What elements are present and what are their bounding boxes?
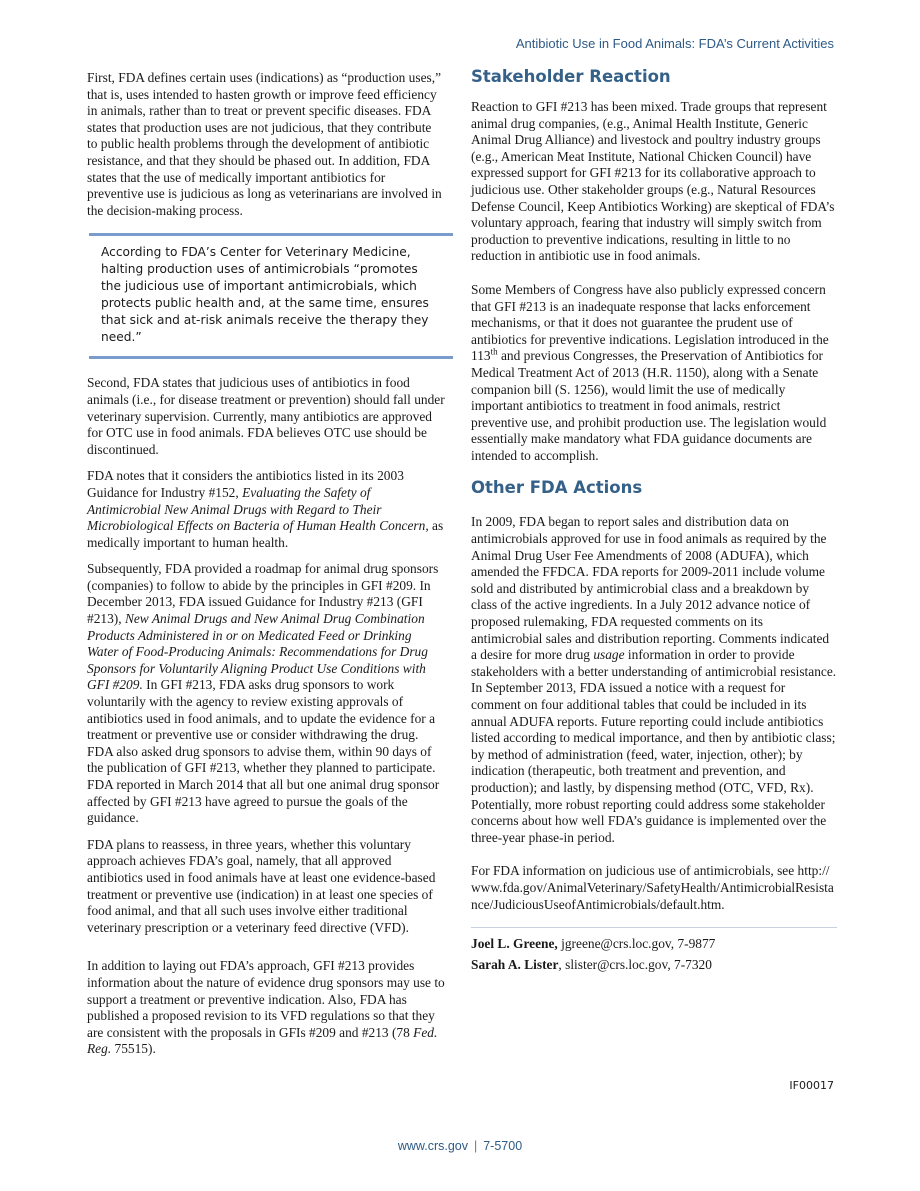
paragraph-vfd-revision <box>87 958 445 1058</box>
contact-row <box>471 957 837 974</box>
author-name: Sarah A. Lister <box>471 956 559 972</box>
superscript: th <box>490 346 498 357</box>
text-span: , as medically important to human health. <box>87 518 444 550</box>
emphasis-usage: usage <box>593 647 625 663</box>
footer-separator: | <box>473 1139 478 1153</box>
left-column <box>87 70 445 1068</box>
contact-row <box>471 936 837 953</box>
text-span: In GFI #213, FDA asks drug sponsors to work voluntarily with the agency to review existing approvals of antibiotics used in food animals, and to update the evidence for a treatment or preventive use or consider withdrawing the drug. FDA also asked drug sponsors to advise them, within 90 days of the publication of GFI #213, whether they planned to participate. FDA reported in March 2014 that all but one animal drug sponsor affected by GFI #213 have agreed to pursue the goals of the guidance. <box>87 677 440 826</box>
footer-phone: 7-5700 <box>483 1139 523 1153</box>
guidance-title: Evaluating the Safety of Antimicrobial New Animal Drugs with Regard to Their Microbiological Effects on Bacteria of Human Health Concern <box>87 484 426 534</box>
paragraph-reaction: Reaction to GFI #213 has been mixed. Trade groups that represent animal drug companies, (e.g., Animal Health Institute, Generic Animal Drug Alliance) and livestock and poultry industry groups (e.g., American Meat Institute, National Chicken Council) have expressed support for GFI #213 for its collaborative approach to judicious use. Other stakeholder groups (e.g., Natural Resources Defense Council, Keep Antibiotics Working) are skeptical of FDA’s voluntary approach, fearing that industry will simply switch from production to preventive indications, resulting in little to no reduction in antibiotic use in food animals. <box>471 99 835 264</box>
text-span: Some Members of Congress have also publicly expressed concern that GFI #213 is an inadequate response that lacks enforcement mechanisms, or that it does not guarantee the prudent use of antibiotics for preventive indications. Legislation introduced in the 113 <box>471 281 829 364</box>
paragraph-reassess: FDA plans to reassess, in three years, whether this voluntary approach achieves FDA’s goal, namely, that all approved antibiotics used in food animals have at least one evidence-based treatment or preventive use (indication) in at least one species of food animal, and that all such uses involve either traditional veterinary prescription or a veterinary feed directive (VFD). <box>87 836 436 935</box>
paragraph-gfi-213 <box>87 561 445 827</box>
author-detail: , slister@crs.loc.gov, 7-7320 <box>558 956 712 972</box>
heading-other-fda-actions: Other FDA Actions <box>471 478 643 498</box>
paragraph-veterinary-supervision: Second, FDA states that judicious uses of antibiotics in food animals (i.e., for disease treatment or prevention) should fall under veterinary supervision. Currently, many antibiotics are approved for OTC use in food animals. FDA believes OTC use should be discontinued. <box>87 375 445 457</box>
paragraph-congress <box>471 282 837 465</box>
text-span: information in order to provide stakeholders with a better understanding of antimicrobial resistance. In September 2013, FDA issued a notice with a request for comment on four additional tables that could be included in its annual ADUFA reports. Future reporting could include antibiotics listed according to medical importance, and then by antibiotic class; by method of administration (feed, water, injection, other); by indication (therapeutic, both treatment and prevention, and production); and lastly, by dispensing method (OTC, VFD, Rx). Potentially, more robust reporting could address some stakeholder concerns about how well FDA’s guidance is implemented over the three-year phase-in period. <box>471 647 837 845</box>
paragraph-production-uses: First, FDA defines certain uses (indications) as “production uses,” that is, uses intended to hasten growth or improve feed efficiency in animals, rather than to treat or prevent specific diseases. FDA states that production uses are not judicious, that they contribute to public health problems through the development of antibiotic resistance, and that they should be phased out. In addition, FDA states that the use of medically important antibiotics for preventive use is judicious as long as veterinarians are involved in the decision-making process. <box>87 70 442 218</box>
paragraph-gfi-152 <box>87 468 445 551</box>
citation-italic: Fed. Reg. <box>87 1024 438 1057</box>
footer-site-link[interactable]: www.crs.gov <box>397 1139 468 1153</box>
callout-quote: According to FDA’s Center for Veterinary Medicine, halting production uses of antimicrobials “promotes the judicious use of important antimicrobials, which protects public health and, at the same time, ensures that sick and at-risk animals receive the therapy they need.” <box>89 233 453 359</box>
author-detail: jgreene@crs.loc.gov, 7-9877 <box>557 936 716 952</box>
right-column <box>471 67 837 977</box>
running-title: Antibiotic Use in Food Animals: FDA’s Current Activities <box>515 36 834 51</box>
text-span: Subsequently, FDA provided a roadmap for animal drug sponsors (companies) to follow to abide by the principles in GFI #209. In December 2013, FDA issued Guidance for Industry #213 (GFI #213), <box>87 561 439 627</box>
text-span: FDA notes that it considers the antibiotics listed in its 2003 Guidance for Industry #152, <box>87 468 404 500</box>
document-number: IF00017 <box>789 1079 834 1092</box>
author-name: Joel L. Greene, <box>471 936 558 952</box>
text-span: and previous Congresses, the Preservation of Antibiotics for Medical Treatment Act of 2013 (H.R. 1150), along with a Senate companion bill (S. 1256), would limit the use of medically important antibiotics to treatment in food animals, restrict preventive use, and prohibit production use. The legislation would essentially make mandatory what FDA guidance documents are intended to accomplish. <box>471 348 827 463</box>
text-span: 75515). <box>111 1041 156 1057</box>
page-footer <box>0 1139 920 1153</box>
paragraph-sales-reporting <box>471 514 837 846</box>
text-span: In addition to laying out FDA’s approach, GFI #213 provides information about the nature of evidence drug sponsors may use to support a treatment or preventive indication. Also, FDA has published a proposed revision to its VFD regulations so that they are consistent with the proposals in GFIs #209 and #213 (78 <box>87 958 445 1040</box>
author-contacts <box>471 927 837 973</box>
text-span: In 2009, FDA began to report sales and distribution data on antimicrobials approved for use in food animals as required by the Animal Drug User Fee Amendments of 2008 (ADUFA), which amended the FFDCA. FDA reports for 2009-2011 include volume sold and distributed by antimicrobial class and a breakdown by class of the active ingredients. In a July 2012 advance notice of proposed rulemaking, FDA requested comments on its antimicrobial sales and distribution reporting. Comments indicated a desire for more drug <box>471 514 830 663</box>
heading-stakeholder-reaction: Stakeholder Reaction <box>471 67 671 86</box>
paragraph-fda-link: For FDA information on judicious use of antimicrobials, see http://www.fda.gov/AnimalVeterinary/SafetyHealth/AntimicrobialResistance/JudiciousUseofAntimicrobials/default.htm. <box>471 863 834 912</box>
guidance-title: New Animal Drugs and New Animal Drug Combination Products Administered in or on Medicated Feed or Drinking Water of Food-Producing Animals: Recommendations for Drug Sponsors for Voluntarily Aligning Product Use Conditions with GFI #209. <box>87 611 428 693</box>
